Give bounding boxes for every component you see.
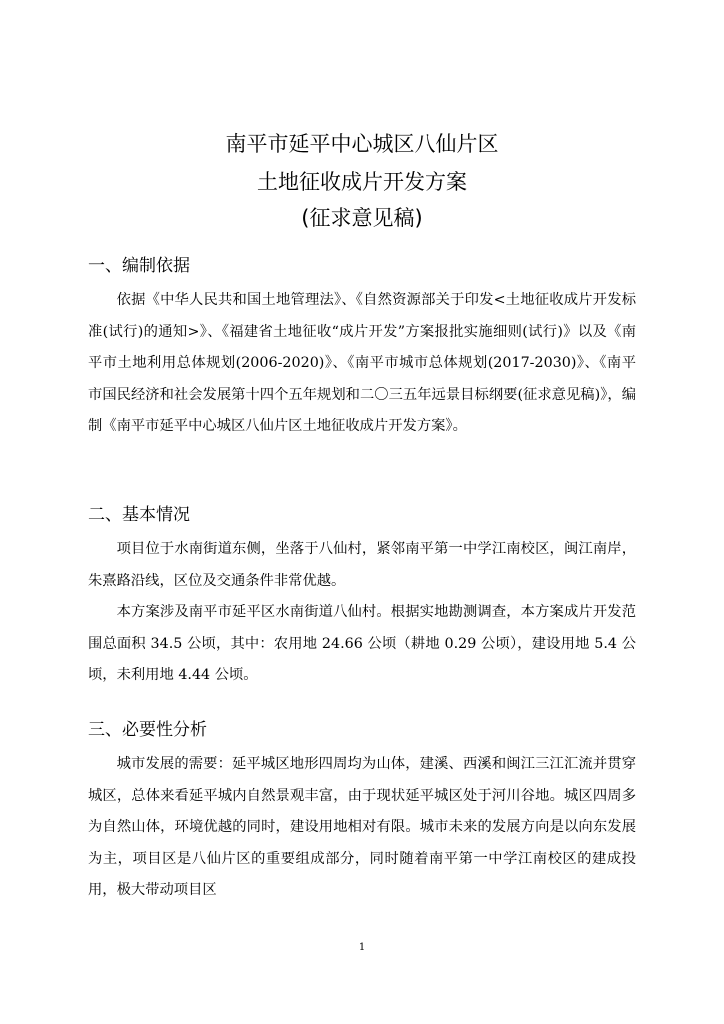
paragraph-basis: 依据《中华人民共和国土地管理法》、《自然资源部关于印发<土地征收成片开发标准(试行)的通知>》、《福建省土地征收“成片开发”方案报批实施细则(试行)》以及《南平市土地利用总体规划(2006-2020)》、《南平市城市总体规划(2017-2030)》、《南平市国民经济和社会发展第十四个五年规划和二〇三五年远景目标纲要(征求意见稿)》，编制《南平市延平中心城区八仙片区土地征收成片开发方案》。	[88, 292, 636, 434]
section-heading-basis: 一、编制依据	[88, 256, 190, 276]
paragraph-necessity: 城市发展的需要：延平城区地形四周均为山体，建溪、西溪和闽江三江汇流并贯穿城区，总体来看延平城内自然景观丰富，由于现状延平城区处于河川谷地。城区四周多为自然山体，环境优越的同时，建设用地相对有限。城市未来的发展方向是以向东发展为主，项目区是八仙片区的重要组成部分，同时随着南平第一中学江南校区的建成投用，极大带动项目区	[88, 756, 636, 898]
section-heading-overview: 二、基本情况	[88, 505, 190, 525]
paragraph-location: 项目位于水南街道东侧，坐落于八仙村，紧邻南平第一中学江南校区，闽江南岸，朱熹路沿线，区位及交通条件非常优越。	[88, 541, 636, 589]
document-title-line-1: 南平市延平中心城区八仙片区	[225, 132, 499, 156]
paragraph-area: 本方案涉及南平市延平区水南街道八仙村。根据实地勘测调查，本方案成片开发范围总面积 34.5 公顷，其中：农用地 24.66 公顷（耕地 0.29 公顷），建设用地 5.4 公顷，未利用地 4.44 公顷。	[88, 604, 636, 683]
document-title-line-2: 土地征收成片开发方案	[257, 170, 467, 194]
section-heading-necessity: 三、必要性分析	[88, 720, 207, 740]
page-number: 1	[358, 942, 366, 953]
document-title-line-3: (征求意见稿)	[301, 206, 423, 230]
